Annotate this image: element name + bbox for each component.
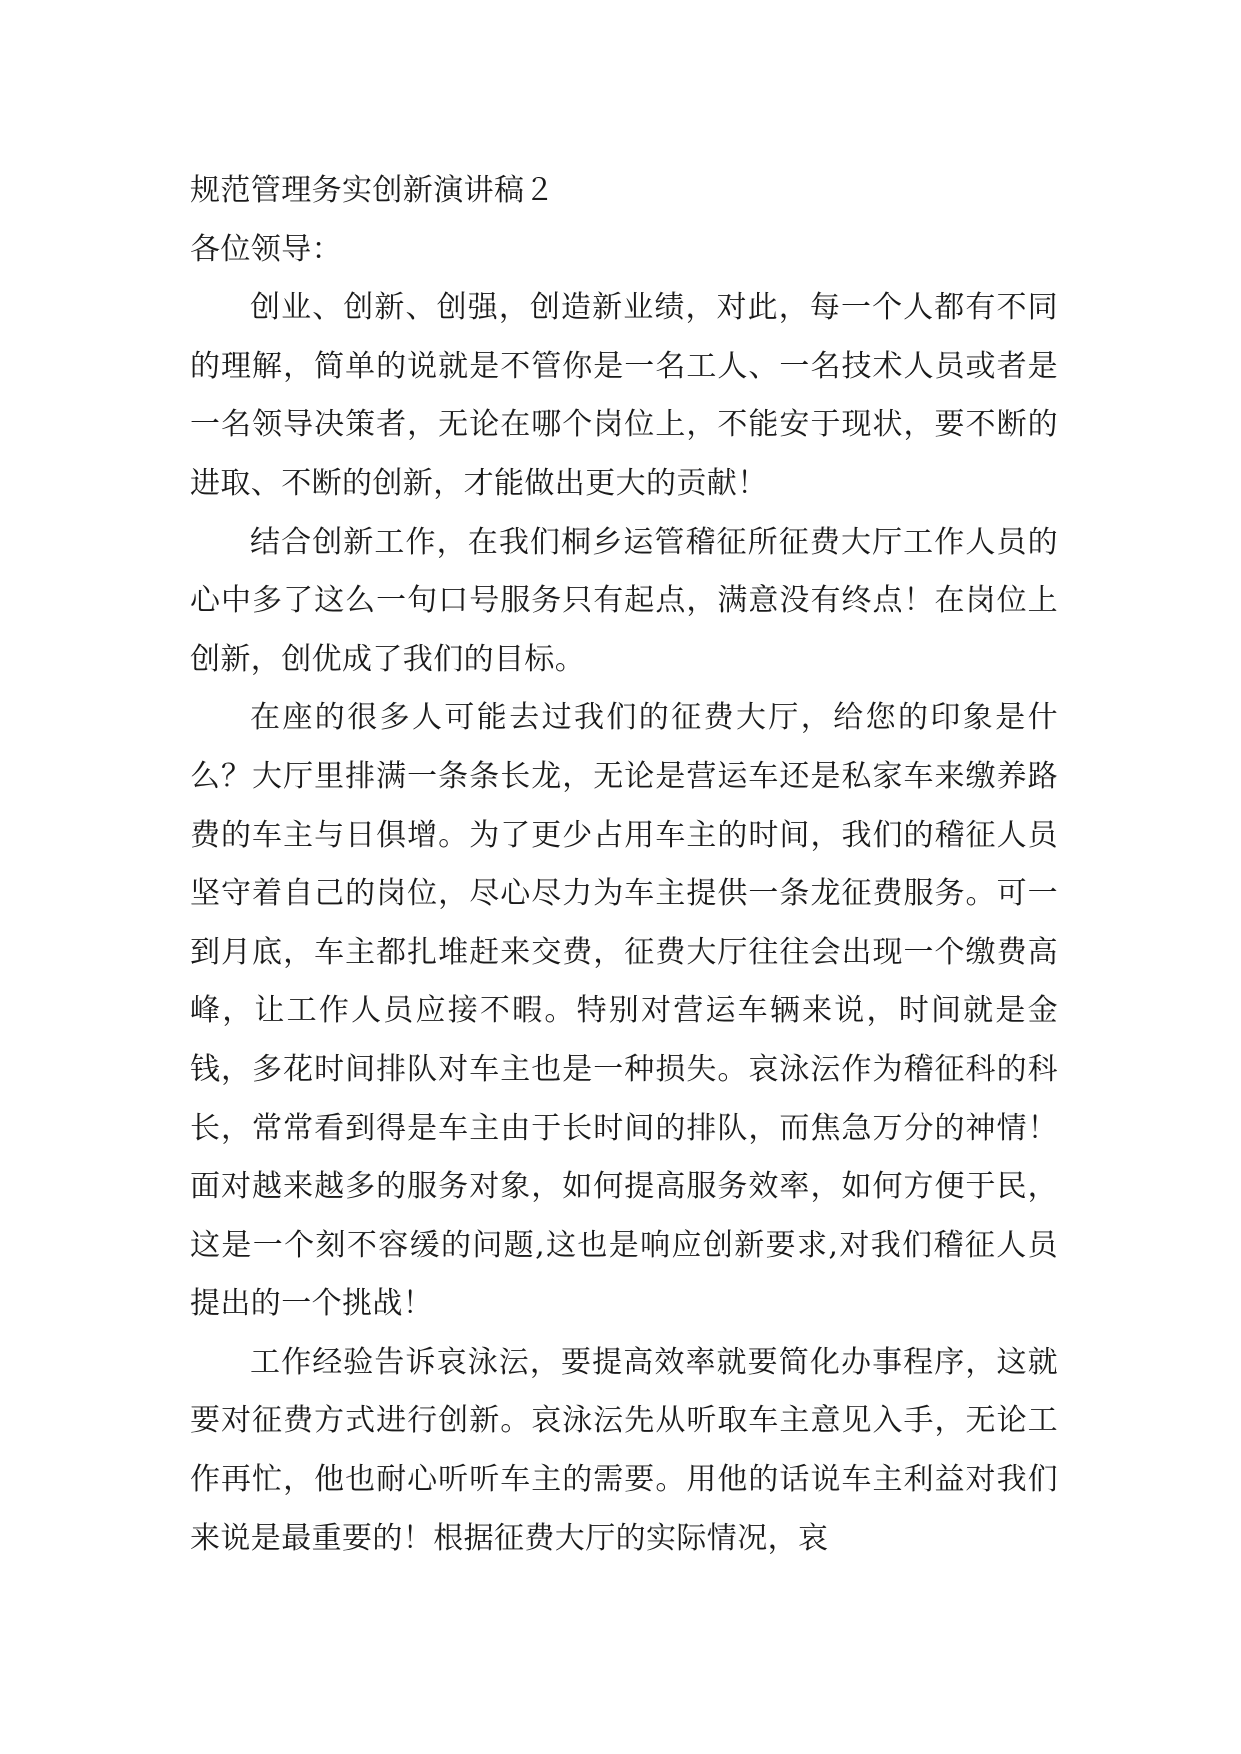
document-title: 规范管理务实创新演讲稿２ xyxy=(190,173,555,208)
document-body xyxy=(190,162,1058,1568)
paragraph-1: 创业、创新、创强，创造新业绩，对此，每一个人都有不同的理解，简单的说就是不管你是一名工人、一名技术人员或者是一名领导决策者，无论在哪个岗位上，不能安于现状，要不断的进取、不断的创新，才能做出更大的贡献！ xyxy=(190,290,1058,501)
paragraph-4: 工作经验告诉哀泳沄，要提高效率就要简化办事程序，这就要对征费方式进行创新。哀泳沄先从听取车主意见入手，无论工作再忙，他也耐心听听车主的需要。用他的话说车主利益对我们来说是最重要的！根据征费大厅的实际情况，哀 xyxy=(190,1344,1058,1556)
salutation: 各位领导： xyxy=(190,231,342,267)
paragraph-2: 结合创新工作，在我们桐乡运管稽征所征费大厅工作人员的心中多了这么一句口号服务只有起点，满意没有终点！在岗位上创新，创优成了我们的目标。 xyxy=(190,524,1058,677)
paragraph-3: 在座的很多人可能去过我们的征费大厅，给您的印象是什么？大厅里排满一条条长龙，无论是营运车还是私家车来缴养路费的车主与日俱增。为了更少占用车主的时间，我们的稽征人员坚守着自己的岗位，尽心尽力为车主提供一条龙征费服务。可一到月底，车主都扎堆赶来交费，征费大厅往往会出现一个缴费高峰，让工作人员应接不暇。特别对营运车辆来说，时间就是金钱，多花时间排队对车主也是一种损失。哀泳沄作为稽征科的科长，常常看到得是车主由于长时间的排队，而焦急万分的神情！面对越来越多的服务对象，如何提高服务效率，如何方便于民，这是一个刻不容缓的问题,这也是响应创新要求,对我们稽征人员提出的一个挑战！ xyxy=(190,700,1058,1322)
